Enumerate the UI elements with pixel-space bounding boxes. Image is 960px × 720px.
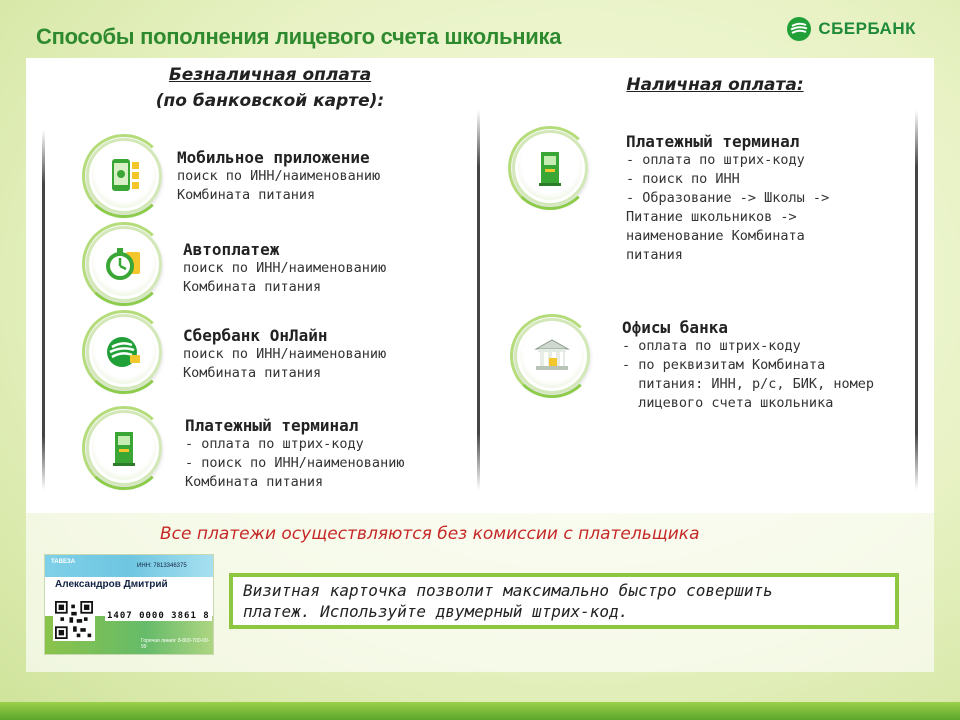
terminal-cashless-circle: [86, 410, 162, 486]
sberbank-logo-icon: [786, 16, 812, 42]
terminal-cashless-title: Платежный терминал: [185, 416, 359, 435]
card-number: 1407 0000 3861 8: [107, 611, 210, 621]
hint-line1: Визитная карточка позволит максимально быстро совершить: [243, 581, 773, 600]
terminal-cash-line1: - оплата по штрих-коду: [626, 152, 805, 168]
mobile-app-circle: [86, 138, 162, 214]
bank-offices-line1: - оплата по штрих-коду: [622, 338, 801, 354]
terminal-cash-title: Платежный терминал: [626, 132, 800, 151]
bank-offices-line3: питания: ИНН, р/с, БИК, номер: [622, 376, 874, 392]
sberbank-online-line2: Комбината питания: [183, 365, 322, 381]
terminal-cash-line5: наименование Комбината: [626, 228, 805, 244]
terminal-cash-circle: [512, 130, 588, 206]
bank-offices-line2: - по реквизитам Комбината: [622, 357, 826, 373]
bank-offices-circle: [514, 318, 590, 394]
left-divider: [42, 130, 45, 490]
center-divider: [477, 110, 480, 490]
stopwatch-icon: [102, 242, 146, 286]
terminal-cashless-line1: - оплата по штрих-коду: [185, 436, 364, 452]
mobile-app-line1: поиск по ИНН/наименованию: [177, 168, 381, 184]
autopayment-title: Автоплатеж: [183, 240, 280, 259]
hint-line2: платеж. Используйте двумерный штрих-код.: [243, 602, 629, 621]
terminal-cashless-line2: - поиск по ИНН/наименованию: [185, 455, 405, 471]
card-inn: ИНН: 7813346375: [137, 563, 187, 569]
autopayment-line1: поиск по ИНН/наименованию: [183, 260, 387, 276]
business-card-image: [44, 554, 214, 655]
terminal-cash-line4: Питание школьников ->: [626, 209, 797, 225]
payment-terminal-icon: [528, 146, 572, 190]
sberbank-online-circle: [86, 314, 162, 390]
payment-terminal-icon: [102, 426, 146, 470]
terminal-cashless-line3: Комбината питания: [185, 474, 324, 490]
smartphone-icon: [102, 154, 146, 198]
card-footer: Горячая линия: 8-800-700-00-99: [141, 638, 210, 650]
card-brand: ТАВЕЗА: [51, 559, 76, 565]
logo-text: СБЕРБАНК: [818, 19, 916, 38]
page-title: Способы пополнения лицевого счета школьника: [36, 24, 562, 49]
card-name: Александров Дмитрий: [55, 579, 168, 590]
bottom-stripe: [0, 702, 960, 720]
bank-offices-title: Офисы банка: [622, 318, 728, 337]
mobile-app-title: Мобильное приложение: [177, 148, 370, 167]
autopayment-circle: [86, 226, 162, 302]
sberbank-online-title: Сбербанк ОнЛайн: [183, 326, 328, 345]
terminal-cash-line3: - Образование -> Школы ->: [626, 190, 830, 206]
autopayment-line2: Комбината питания: [183, 279, 322, 295]
mobile-app-line2: Комбината питания: [177, 187, 316, 203]
bank-building-icon: [530, 334, 574, 378]
terminal-cash-line2: - поиск по ИНН: [626, 171, 740, 187]
cashless-heading-line1: Безналичная оплата: [168, 65, 372, 85]
cashless-heading: [140, 62, 400, 114]
cashless-heading-line2: (по банковской карте):: [155, 91, 385, 111]
bank-offices-line4: лицевого счета школьника: [622, 395, 834, 411]
cash-heading: [600, 72, 830, 98]
cash-heading-text: Наличная оплата:: [626, 75, 804, 95]
sberbank-logo: [786, 16, 916, 42]
right-divider: [915, 110, 918, 490]
terminal-cash-line6: питания: [626, 247, 683, 263]
hint-box: [229, 573, 899, 629]
qr-code-icon: [53, 599, 95, 641]
hint-text: [233, 577, 895, 625]
no-commission-notice: Все платежи осуществляются без комиссии с плательщика: [160, 524, 700, 544]
sberbank-online-line1: поиск по ИНН/наименованию: [183, 346, 387, 362]
sberbank-logo-icon: [102, 330, 146, 374]
